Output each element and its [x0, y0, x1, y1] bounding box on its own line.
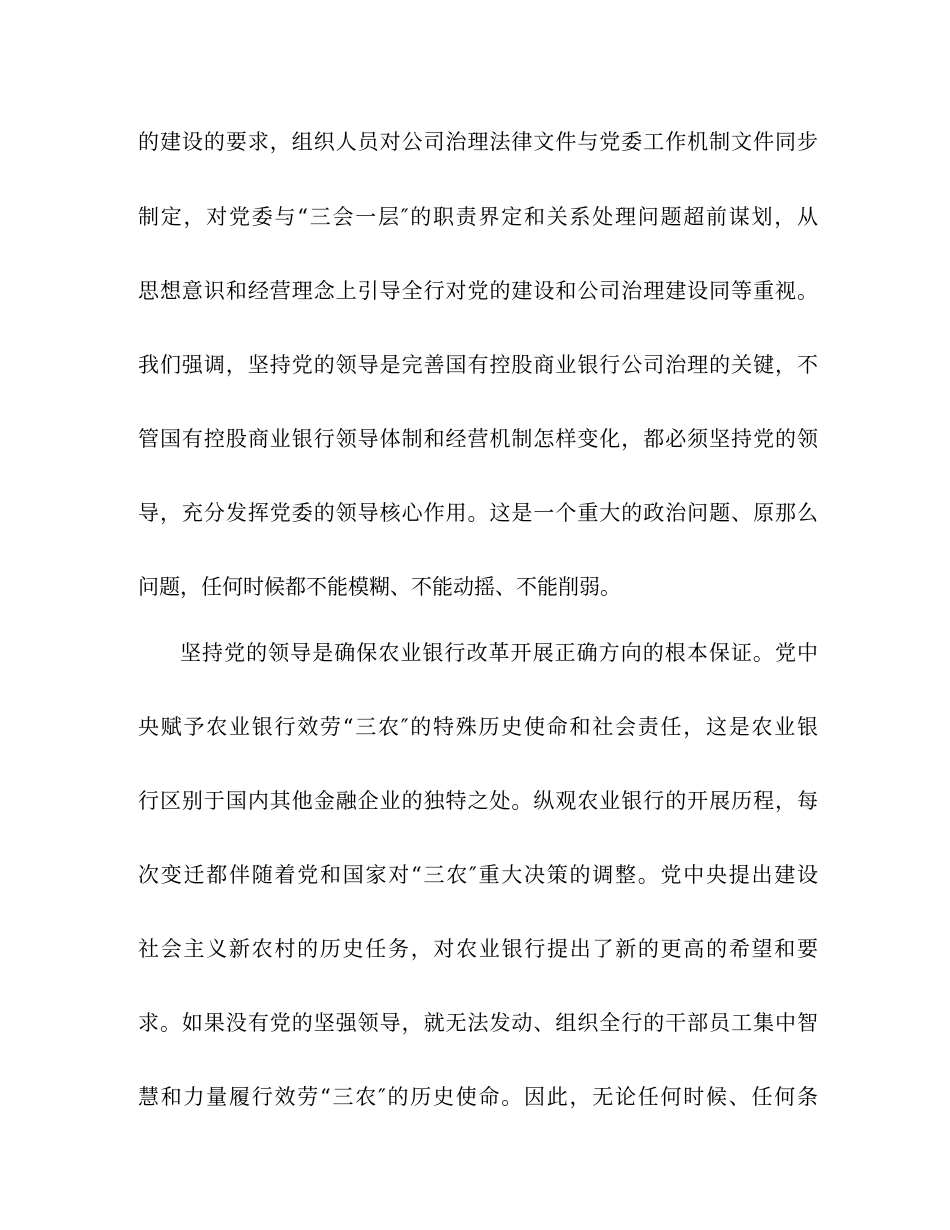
- paragraph-line: 次变迁都伴随着党和国家对“三农″重大决策的调整。党中央提出建设: [138, 863, 818, 887]
- paragraph-line: 求。如果没有党的坚强领导，就无法发动、组织全行的干部员工集中智: [138, 1011, 818, 1035]
- paragraph-line: 行区别于国内其他金融企业的独特之处。纵观农业银行的开展历程，每: [138, 789, 818, 813]
- paragraph-line: 思想意识和经营理念上引导全行对党的建设和公司治理建设同等重视。: [138, 279, 818, 303]
- paragraph-line: 社会主义新农村的历史任务，对农业银行提出了新的更高的希望和要: [138, 937, 818, 961]
- paragraph-line: 慧和力量履行效劳“三农″的历史使命。因此，无论任何时候、任何条: [138, 1085, 818, 1109]
- paragraph-line: 的建设的要求，组织人员对公司治理法律文件与党委工作机制文件同步: [138, 130, 818, 154]
- paragraph-line: 导，充分发挥党委的领导核心作用。这是一个重大的政治问题、原那么: [138, 501, 818, 525]
- paragraph-line: 管国有控股商业银行领导体制和经营机制怎样变化，都必须坚持党的领: [138, 427, 818, 451]
- paragraph-line: 问题，任何时候都不能模糊、不能动摇、不能削弱。: [138, 575, 621, 599]
- paragraph-first-line: 坚持党的领导是确保农业银行改革开展正确方向的根本保证。党中: [180, 641, 818, 665]
- paragraph-line: 制定，对党委与“三会一层″的职责界定和关系处理问题超前谋划，从: [138, 205, 818, 229]
- paragraph-line: 央赋予农业银行效劳“三农″的特殊历史使命和社会责任，这是农业银: [138, 715, 818, 739]
- paragraph-line: 我们强调，坚持党的领导是完善国有控股商业银行公司治理的关键，不: [138, 353, 818, 377]
